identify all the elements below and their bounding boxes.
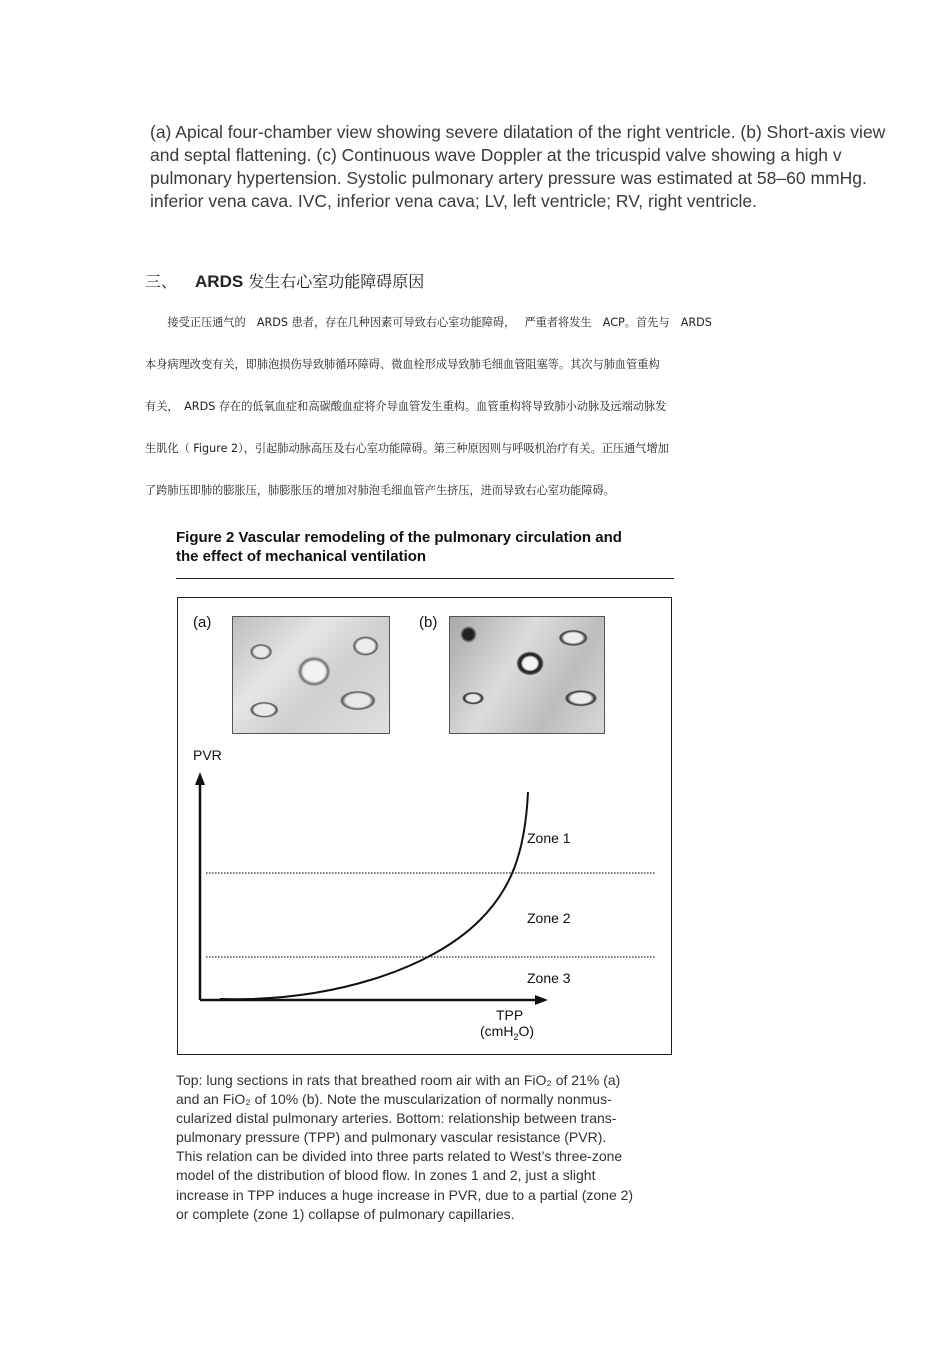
caption-line: and septal flattening. (c) Continuous wave Doppler at the tricuspid valve showing a high v [150, 145, 842, 165]
paragraph-line: 有关， ARDS 存在的低氧血症和高碳酸血症将介导血管发生重构。血管重构将导致肺小动脉及远端动脉发 [145, 400, 667, 413]
pvr-tpp-graph [180, 740, 670, 1045]
figure-divider [176, 578, 674, 579]
pvr-curve [220, 792, 528, 999]
figure-caption-line: increase in TPP induces a huge increase in PVR, due to a partial (zone 2) [176, 1186, 634, 1203]
paragraph-line: 生肌化（ Figure 2），引起肺动脉高压及右心室功能障碍。第三种原因则与呼吸机治疗有关。正压通气增加 [145, 442, 669, 455]
zone-3-label: Zone 3 [527, 970, 571, 986]
figure-caption-line: and an FiO₂ of 10% (b). Note the muscularization of normally nonmus- [176, 1091, 612, 1108]
lung-section-image-a [232, 616, 390, 734]
y-axis-arrow [195, 772, 205, 785]
figure-title-line: Figure 2 Vascular remodeling of the pulmonary circulation and [176, 529, 622, 546]
caption-line: pulmonary hypertension. Systolic pulmonary artery pressure was estimated at 58–60 mmHg. [150, 168, 867, 188]
figure-title-line: the effect of mechanical ventilation [176, 548, 427, 565]
figure-caption-line: pulmonary pressure (TPP) and pulmonary vascular resistance (PVR). [176, 1129, 607, 1146]
caption-line: (a) Apical four-chamber view showing severe dilatation of the right ventricle. (b) Short-axis view [150, 122, 886, 142]
section-title-bold: ARDS [195, 272, 244, 291]
y-axis-label: PVR [193, 747, 222, 763]
section-number: 三、 [145, 272, 178, 291]
figure-caption-line: or complete (zone 1) collapse of pulmonary capillaries. [176, 1205, 515, 1222]
x-axis-label: TPP [496, 1007, 524, 1023]
x-axis-unit: (cmH$_2$O) [480, 1023, 535, 1042]
section-title: 发生右心室功能障碍原因 [243, 272, 425, 291]
x-axis-arrow [535, 995, 548, 1005]
paragraph-line: 本身病理改变有关，即肺泡损伤导致肺循环障碍、微血栓形成导致肺毛细血管阻塞等。其次与肺血管重构 [145, 358, 660, 371]
figure-title [176, 528, 676, 566]
paragraph-line: 接受正压通气的 ARDS 患者，存在几种因素可导致右心室功能障碍， 严重者将发生 ACP。首先与 ARDS [145, 316, 712, 329]
panel-b-label: (b) [419, 614, 438, 631]
section-heading [145, 269, 424, 292]
figure-caption-line: Top: lung sections in rats that breathed room air with an FiO₂ of 21% (a) [176, 1072, 621, 1088]
lung-section-image-b [449, 616, 605, 734]
panel-a-label: (a) [193, 614, 212, 631]
paragraph-line: 了跨肺压即肺的膨胀压，肺膨胀压的增加对肺泡毛细血管产生挤压，进而导致右心室功能障碍。 [145, 484, 615, 497]
zone-2-label: Zone 2 [527, 910, 571, 926]
figure-caption [176, 1071, 673, 1224]
figure-caption-line: cularized distal pulmonary arteries. Bottom: relationship between trans- [176, 1110, 617, 1127]
figure-caption-line: model of the distribution of blood flow. In zones 1 and 2, just a slight [176, 1167, 596, 1184]
zone-1-label: Zone 1 [527, 830, 571, 846]
previous-figure-caption [150, 121, 950, 213]
caption-line: inferior vena cava. IVC, inferior vena cava; LV, left ventricle; RV, right ventricle. [150, 191, 757, 211]
figure-caption-line: This relation can be divided into three parts related to West’s three-zone [176, 1148, 623, 1165]
